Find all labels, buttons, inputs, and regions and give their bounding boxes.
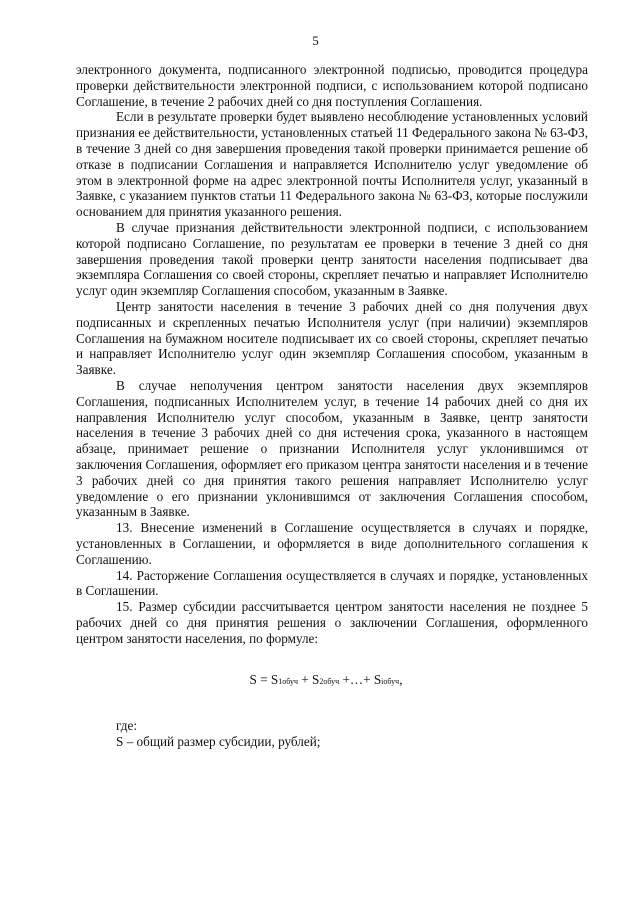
formula-subscript: 1обуч bbox=[278, 677, 298, 687]
paragraph: Если в результате проверки будет выявлено несоблюдение установленных условий признания ее действительности, установленных статьей 11 Федерального закона № 63-ФЗ, в течение 3 дней со дня завершения проведения такой проверки принимается решение об отказе в подписании Соглашения и направляется Исполнителю услуг уведомление об этом в электронной форме на адрес электронной почты Исполнителя услуг, указанный в Заявке, с указанием пунктов статьи 11 Федерального закона № 63-ФЗ, которые послужили основанием для принятия указанного решения. bbox=[76, 109, 588, 220]
paragraph-item-14: 14. Расторжение Соглашения осуществляется в случаях и порядке, установленных в Соглашении. bbox=[76, 567, 588, 599]
formula-subscript: 2обуч bbox=[319, 677, 340, 687]
subsidy-formula bbox=[76, 672, 588, 690]
document-body bbox=[76, 62, 588, 750]
formula-subscript: iобуч bbox=[381, 677, 400, 687]
paragraph: Центр занятости населения в течение 3 рабочих дней со дня получения двух подписанных и скрепленных печатью Исполнителя услуг (при наличии) экземпляров Соглашения на бумажном носителе подписывает их со своей стороны, скрепляет печатью и направляет Исполнителю услуг один экземпляр Соглашения способом, указанным в Заявке. bbox=[76, 298, 588, 378]
formula-term: + S bbox=[298, 672, 320, 688]
page-number: 5 bbox=[312, 33, 319, 48]
paragraph: В случае признания действительности электронной подписи, с использованием которой подписано Соглашение, по результатам ее проверки в течение 3 дней со дня завершения проведения такой проверки центр занятости населения подписывает два экземпляра Соглашения со своей стороны, скрепляет печатью и направляет Исполнителю услуг один экземпляр Соглашения способом, указанным в Заявке. bbox=[76, 219, 588, 299]
paragraph-item-13: 13. Внесение изменений в Соглашение осуществляется в случаях и порядке, установленных в Соглашении, и оформляется в виде дополнительного соглашения к Соглашению. bbox=[76, 520, 588, 567]
paragraph-item-15: 15. Размер субсидии рассчитывается центром занятости населения не позднее 5 рабочих дней со дня принятия решения о заключении Соглашения, оформленного центром занятости населения, по формуле: bbox=[76, 599, 588, 646]
paragraph: В случае неполучения центром занятости населения двух экземпляров Соглашения, подписанных Исполнителем услуг, в течение 14 рабочих дней со дня их направления Исполнителю услуг способом, указанным в Заявке, центр занятости населения в течение 3 рабочих дней со дня истечения срока, указанного в настоящем абзаце, принимает решение о признании Исполнителя услуг уклонившимся от заключения Соглашения, оформляет его приказом центра занятости населения и в течение 3 рабочих дней со дня принятия такого решения направляет Исполнителю услуг уведомление о его признании уклонившимся от заключения Соглашения способом, указанным в Заявке. bbox=[76, 377, 588, 520]
definition-item: S – общий размер субсидии, рублей; bbox=[116, 734, 321, 750]
paragraph: электронного документа, подписанного электронной подписью, проводится процедура проверки действительности электронной подписи, с использованием которой подписано Соглашение, в течение 2 рабочих дней со дня поступления Соглашения. bbox=[76, 62, 588, 109]
definitions-intro: где: bbox=[116, 718, 137, 734]
formula-end: , bbox=[399, 672, 403, 688]
formula-term: +…+ S bbox=[339, 672, 382, 688]
formula-lhs: S = S bbox=[249, 672, 279, 688]
